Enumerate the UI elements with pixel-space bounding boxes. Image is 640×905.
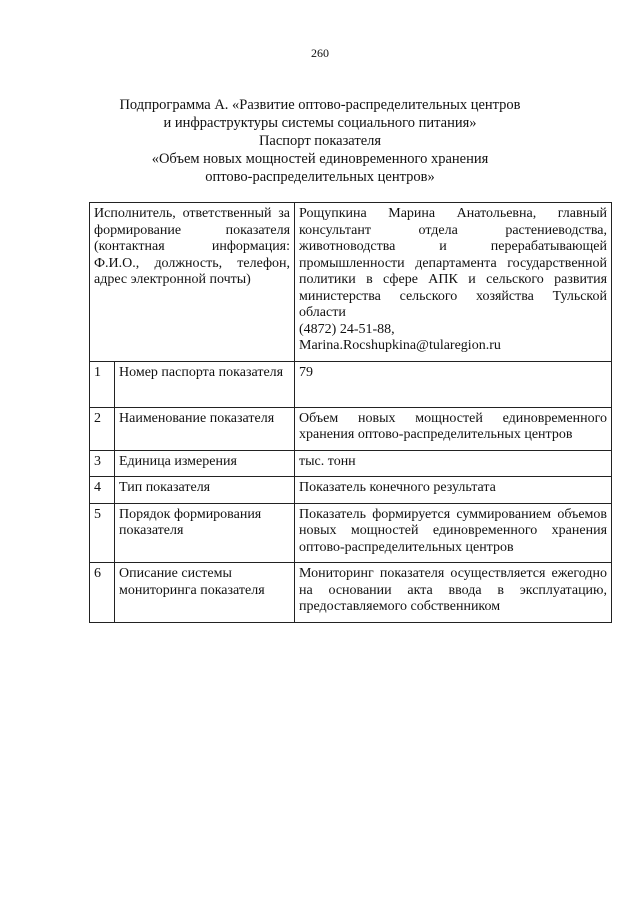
- table-row: [90, 361, 612, 407]
- row-number: 4: [90, 477, 115, 504]
- indicator-passport-table: [89, 202, 612, 623]
- row-number: 3: [90, 450, 115, 477]
- row-number: 5: [90, 503, 115, 563]
- heading-line-2: и инфраструктуры системы социального питания»: [163, 115, 477, 131]
- executor-text: Рощупкина Марина Анатольевна, главный консультант отдела растениеводства, животноводства и перерабатывающей промышленности департамента государственной политики в сфере АПК и сельского развития министерства сельского хозяйства Тульской области: [299, 206, 608, 320]
- row-value: Показатель конечного результата: [295, 477, 612, 504]
- row-label: Наименование показателя: [115, 407, 295, 450]
- row-label: Описание системы мониторинга показателя: [115, 563, 295, 623]
- row-value: Показатель формируется суммированием объемов новых мощностей единовременного хранения оптово-распределительных центров: [295, 503, 612, 563]
- row-label: Номер паспорта показателя: [115, 361, 295, 407]
- row-label: Тип показателя: [115, 477, 295, 504]
- row-number: 2: [90, 407, 115, 450]
- row-value: тыс. тонн: [295, 450, 612, 477]
- heading-line-5: оптово-распределительных центров»: [205, 169, 435, 185]
- executor-row: [90, 203, 612, 362]
- row-value: Объем новых мощностей единовременного хранения оптово-распределительных центров: [295, 407, 612, 450]
- executor-phone: (4872) 24-51-88,: [299, 321, 395, 337]
- table-row: [90, 407, 612, 450]
- row-number: 6: [90, 563, 115, 623]
- executor-email: Marina.Rocshupkina@tularegion.ru: [299, 338, 501, 353]
- document-heading: [60, 96, 580, 186]
- table-row: [90, 503, 612, 563]
- table-row: [90, 450, 612, 477]
- executor-info-cell: [295, 203, 612, 362]
- heading-line-4: «Объем новых мощностей единовременного хранения: [151, 151, 489, 167]
- table-row: [90, 563, 612, 623]
- row-label: Единица измерения: [115, 450, 295, 477]
- heading-line-1: Подпрограмма А. «Развитие оптово-распределительных центров: [119, 97, 521, 113]
- page-number: 260: [311, 46, 329, 60]
- row-label: Порядок формирования показателя: [115, 503, 295, 563]
- table-row: [90, 477, 612, 504]
- row-value: 79: [295, 361, 612, 407]
- row-number: 1: [90, 361, 115, 407]
- executor-label-cell: Исполнитель, ответственный за формирование показателя (контактная информация: Ф.И.О., должность, телефон, адрес электронной почты): [90, 203, 295, 362]
- row-value: Мониторинг показателя осуществляется ежегодно на основании акта ввода в эксплуатацию, предоставляемого собственником: [295, 563, 612, 623]
- heading-line-3: Паспорт показателя: [258, 133, 382, 149]
